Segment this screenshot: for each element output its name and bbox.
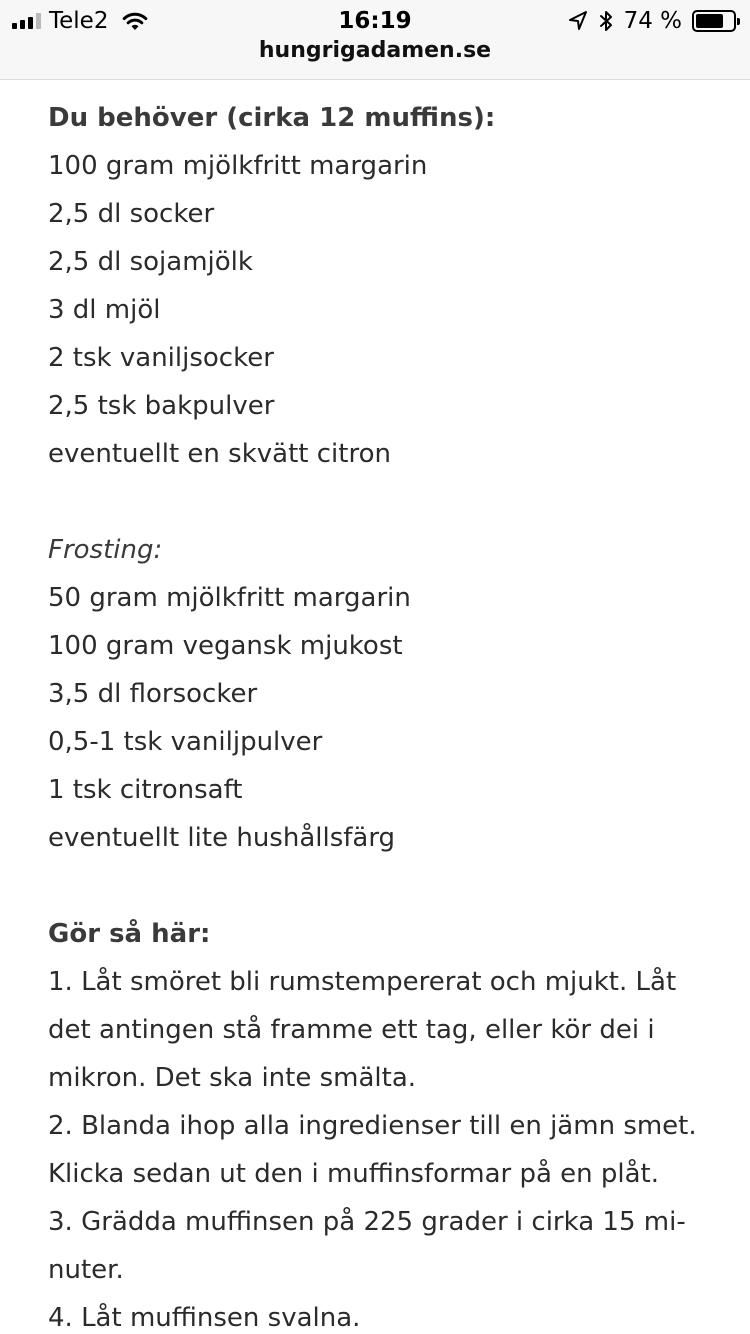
step-line: nuter.	[48, 1255, 124, 1285]
frosting-item: 1 tsk citronsaft	[48, 775, 243, 805]
steps-list	[48, 958, 708, 1334]
status-bar	[0, 0, 750, 80]
steps-heading: Gör så här:	[48, 919, 211, 949]
carrier-name: Tele2	[49, 8, 109, 34]
ingredient-item: 100 gram mjölkfritt margarin	[48, 151, 428, 181]
battery-fill	[696, 14, 723, 28]
battery-percentage: 74 %	[623, 8, 682, 34]
ingredient-item: 2,5 tsk bakpulver	[48, 391, 275, 421]
battery-icon	[692, 10, 736, 32]
step-line: mikron. Det ska inte smälta.	[48, 1063, 417, 1093]
step-line: 2. Blanda ihop alla ingredienser till en jämn smet.	[48, 1111, 697, 1141]
ingredient-item: 3 dl mjöl	[48, 295, 161, 325]
ingredient-item: 2,5 dl sojamjölk	[48, 247, 253, 277]
step-line: 3. Grädda muffinsen på 225 grader i cirka 15 mi-	[48, 1207, 686, 1237]
status-right	[568, 8, 736, 34]
bluetooth-icon	[598, 9, 614, 33]
recipe-content	[48, 94, 708, 1334]
frosting-list	[48, 574, 708, 862]
location-arrow-icon	[568, 10, 588, 32]
step-line: 1. Låt smöret bli rumstempererat och mjukt. Låt	[48, 967, 677, 997]
spacer	[48, 478, 708, 526]
spacer	[48, 862, 708, 910]
frosting-heading: Frosting:	[48, 535, 163, 565]
ingredient-item: 2,5 dl socker	[48, 199, 215, 229]
address-bar-url[interactable]: hungrigadamen.se	[258, 38, 492, 63]
frosting-item: 50 gram mjölkfritt margarin	[48, 583, 411, 613]
ingredients-heading: Du behöver (cirka 12 muffins):	[48, 103, 496, 133]
frosting-item: eventuellt lite hushållsfärg	[48, 823, 396, 853]
step-line: Klicka sedan ut den i muffinsformar på en plåt.	[48, 1159, 660, 1189]
ingredient-item: 2 tsk vaniljsocker	[48, 343, 274, 373]
frosting-item: 0,5-1 tsk vaniljpulver	[48, 727, 323, 757]
ingredients-list	[48, 142, 708, 478]
step-line: det antingen stå framme ett tag, eller kör dei i	[48, 1015, 655, 1045]
frosting-item: 3,5 dl florsocker	[48, 679, 258, 709]
step-line: 4. Låt muffinsen svalna.	[48, 1303, 361, 1333]
ingredient-item: eventuellt en skvätt citron	[48, 439, 391, 469]
clock: 16:19	[338, 8, 412, 34]
frosting-item: 100 gram vegansk mjukost	[48, 631, 403, 661]
